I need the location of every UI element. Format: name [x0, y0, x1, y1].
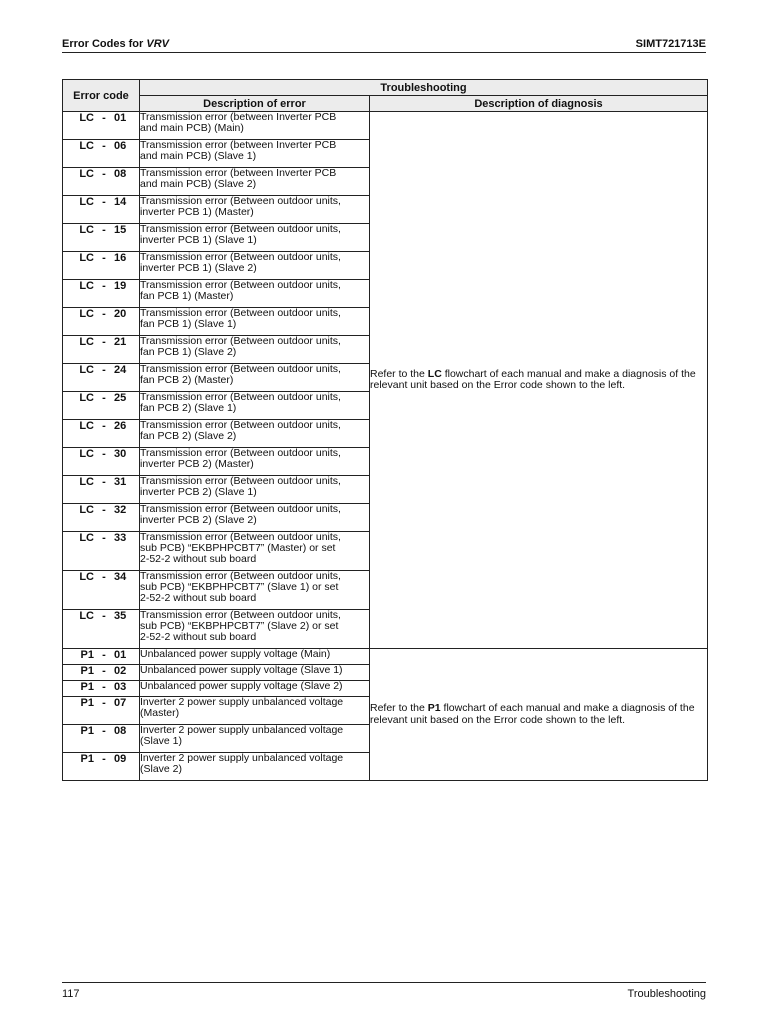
code-dash: - — [102, 504, 106, 516]
code-number: 07 — [114, 697, 127, 709]
code-dash: - — [102, 392, 106, 404]
code-dash: - — [102, 224, 106, 236]
footer-section: Troubleshooting — [627, 988, 706, 1000]
diagnosis-description — [370, 649, 708, 781]
code-number: 01 — [114, 112, 127, 124]
error-description: Transmission error (Between outdoor units, inverter PCB 2) (Slave 2) — [140, 504, 370, 532]
code-dash: - — [102, 681, 106, 693]
code-prefix: LC — [79, 112, 94, 124]
code-prefix: LC — [79, 610, 94, 622]
error-code-cell — [63, 532, 140, 571]
code-dash: - — [102, 532, 106, 544]
footer-rule — [62, 982, 706, 983]
error-description: Transmission error (Between outdoor units, fan PCB 2) (Slave 1) — [140, 392, 370, 420]
error-code-cell — [63, 448, 140, 476]
error-code-cell — [63, 725, 140, 753]
code-number: 30 — [114, 448, 127, 460]
table-row — [63, 112, 708, 140]
code-number: 08 — [114, 168, 127, 180]
diagnosis-header: Description of diagnosis — [370, 96, 708, 112]
error-description: Inverter 2 power supply unbalanced voltage (Master) — [140, 697, 370, 725]
code-prefix: LC — [79, 448, 94, 460]
code-number: 19 — [114, 280, 127, 292]
code-prefix: LC — [79, 140, 94, 152]
error-description: Inverter 2 power supply unbalanced voltage (Slave 1) — [140, 725, 370, 753]
code-number: 31 — [114, 476, 127, 488]
code-prefix: LC — [79, 196, 94, 208]
error-code-cell — [63, 610, 140, 649]
error-description: Transmission error (Between outdoor units, inverter PCB 1) (Master) — [140, 196, 370, 224]
code-dash: - — [102, 168, 106, 180]
error-description: Transmission error (Between outdoor units, inverter PCB 1) (Slave 2) — [140, 252, 370, 280]
page-number: 117 — [62, 988, 80, 1000]
error-description: Transmission error (between Inverter PCB and main PCB) (Main) — [140, 112, 370, 140]
error-code-cell — [63, 224, 140, 252]
code-dash: - — [102, 420, 106, 432]
code-dash: - — [102, 649, 106, 661]
error-description: Transmission error (Between outdoor units, sub PCB) “EKBPHPCBT7” (Slave 1) or set 2-52-2 without sub board — [140, 571, 370, 610]
code-dash: - — [102, 280, 106, 292]
code-dash: - — [102, 665, 106, 677]
error-code-cell — [63, 753, 140, 781]
error-code-cell — [63, 420, 140, 448]
code-number: 08 — [114, 725, 127, 737]
code-dash: - — [102, 753, 106, 765]
code-dash: - — [102, 196, 106, 208]
code-prefix: LC — [79, 504, 94, 516]
error-code-cell — [63, 336, 140, 364]
header-title — [62, 38, 169, 50]
error-description: Transmission error (Between outdoor units, sub PCB) “EKBPHPCBT7” (Master) or set 2-52-2 without sub board — [140, 532, 370, 571]
error-description: Transmission error (Between outdoor units, fan PCB 2) (Master) — [140, 364, 370, 392]
error-description: Transmission error (Between outdoor units, fan PCB 1) (Slave 1) — [140, 308, 370, 336]
code-number: 02 — [114, 665, 127, 677]
document-id: SIMT721713E — [635, 38, 706, 50]
error-description: Transmission error (between Inverter PCB and main PCB) (Slave 1) — [140, 140, 370, 168]
error-code-table — [62, 79, 708, 781]
code-prefix: LC — [79, 280, 94, 292]
error-code-cell — [63, 308, 140, 336]
error-code-cell — [63, 571, 140, 610]
code-prefix: LC — [79, 571, 94, 583]
code-prefix: LC — [79, 392, 94, 404]
error-code-header: Error code — [63, 80, 140, 112]
code-number: 14 — [114, 196, 127, 208]
code-prefix: P1 — [80, 697, 94, 709]
code-prefix: P1 — [80, 649, 94, 661]
code-prefix: LC — [79, 336, 94, 348]
description-header: Description of error — [140, 96, 370, 112]
error-code-cell — [63, 364, 140, 392]
code-number: 15 — [114, 224, 127, 236]
code-number: 16 — [114, 252, 127, 264]
error-description: Transmission error (Between outdoor units, inverter PCB 2) (Slave 1) — [140, 476, 370, 504]
error-code-cell — [63, 476, 140, 504]
error-description: Inverter 2 power supply unbalanced voltage (Slave 2) — [140, 753, 370, 781]
code-number: 35 — [114, 610, 127, 622]
code-number: 09 — [114, 753, 127, 765]
code-number: 21 — [114, 336, 127, 348]
code-prefix: P1 — [80, 725, 94, 737]
table-body — [63, 112, 708, 781]
code-dash: - — [102, 571, 106, 583]
header-title-product: VRV — [146, 38, 169, 50]
code-dash: - — [102, 476, 106, 488]
code-number: 32 — [114, 504, 127, 516]
code-prefix: LC — [79, 168, 94, 180]
code-prefix: LC — [79, 420, 94, 432]
code-dash: - — [102, 610, 106, 622]
error-code-cell — [63, 140, 140, 168]
error-description: Transmission error (Between outdoor units, inverter PCB 2) (Master) — [140, 448, 370, 476]
code-prefix: LC — [79, 252, 94, 264]
error-description: Transmission error (Between outdoor units, inverter PCB 1) (Slave 1) — [140, 224, 370, 252]
error-code-cell — [63, 196, 140, 224]
diagnosis-text-rest: flowchart of each manual and make a diagnosis of the relevant unit based on the Error code shown to the left. — [370, 367, 696, 391]
diagnosis-flowchart-code: P1 — [427, 702, 441, 714]
code-prefix: P1 — [80, 753, 94, 765]
code-number: 03 — [114, 681, 127, 693]
code-dash: - — [102, 725, 106, 737]
code-number: 20 — [114, 308, 127, 320]
diagnosis-text: Refer to the — [370, 367, 428, 380]
code-dash: - — [102, 364, 106, 376]
header-rule — [62, 52, 706, 53]
error-description: Transmission error (Between outdoor units, fan PCB 2) (Slave 2) — [140, 420, 370, 448]
error-code-cell — [63, 665, 140, 681]
error-description: Unbalanced power supply voltage (Main) — [140, 649, 370, 665]
error-code-cell — [63, 504, 140, 532]
code-number: 26 — [114, 420, 127, 432]
code-prefix: LC — [79, 308, 94, 320]
error-code-cell — [63, 252, 140, 280]
diagnosis-text-rest: flowchart of each manual and make a diagnosis of the relevant unit based on the Error code shown to the left. — [370, 702, 695, 726]
code-dash: - — [102, 252, 106, 264]
code-prefix: P1 — [80, 665, 94, 677]
error-code-cell — [63, 392, 140, 420]
diagnosis-description — [370, 112, 708, 649]
troubleshooting-header: Troubleshooting — [140, 80, 708, 96]
error-code-cell — [63, 112, 140, 140]
error-code-cell — [63, 681, 140, 697]
code-dash: - — [102, 112, 106, 124]
code-prefix: LC — [79, 532, 94, 544]
error-code-cell — [63, 280, 140, 308]
code-dash: - — [102, 140, 106, 152]
header-title-text: Error Codes for — [62, 38, 147, 50]
code-number: 33 — [114, 532, 127, 544]
diagnosis-text: Refer to the — [370, 702, 428, 714]
code-prefix: LC — [79, 364, 94, 376]
error-description: Transmission error (Between outdoor units, fan PCB 1) (Slave 2) — [140, 336, 370, 364]
code-prefix: P1 — [80, 681, 94, 693]
code-dash: - — [102, 448, 106, 460]
code-prefix: LC — [79, 224, 94, 236]
error-code-cell — [63, 649, 140, 665]
code-dash: - — [102, 336, 106, 348]
error-description: Transmission error (Between outdoor units, sub PCB) “EKBPHPCBT7” (Slave 2) or set 2-52-2 without sub board — [140, 610, 370, 649]
error-description: Unbalanced power supply voltage (Slave 1) — [140, 665, 370, 681]
error-description: Transmission error (Between outdoor units, fan PCB 1) (Master) — [140, 280, 370, 308]
error-code-cell — [63, 168, 140, 196]
code-number: 25 — [114, 392, 127, 404]
code-number: 24 — [114, 364, 127, 376]
diagnosis-flowchart-code: LC — [427, 367, 442, 380]
code-number: 34 — [114, 571, 127, 583]
code-prefix: LC — [79, 476, 94, 488]
error-code-cell — [63, 697, 140, 725]
code-number: 06 — [114, 140, 127, 152]
table-row — [63, 649, 708, 665]
code-dash: - — [102, 697, 106, 709]
code-dash: - — [102, 308, 106, 320]
code-number: 01 — [114, 649, 127, 661]
error-description: Transmission error (between Inverter PCB and main PCB) (Slave 2) — [140, 168, 370, 196]
error-description: Unbalanced power supply voltage (Slave 2) — [140, 681, 370, 697]
